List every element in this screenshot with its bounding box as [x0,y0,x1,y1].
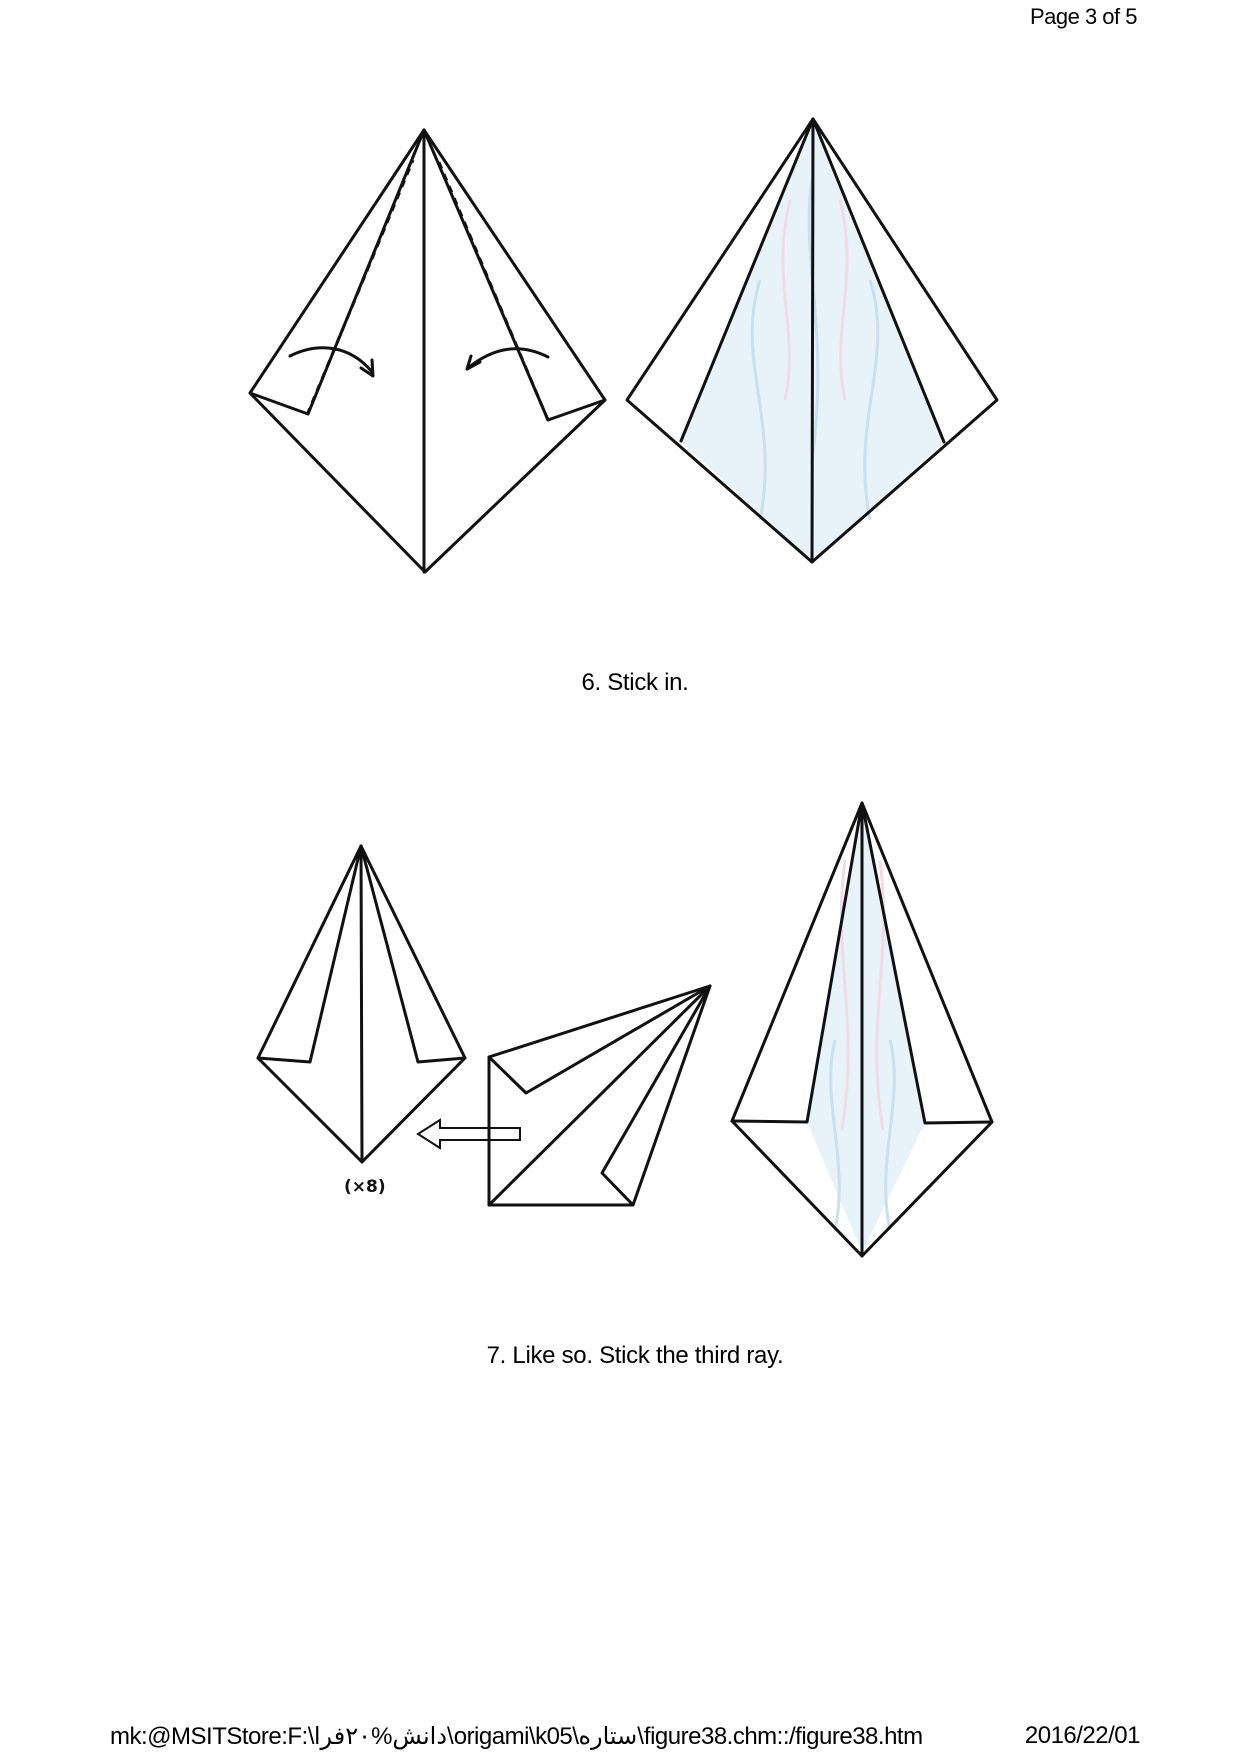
step-7-caption: 7. Like so. Stick the third ray. [486,1342,784,1369]
step-7-rotated-ray [489,986,710,1205]
source-path: mk:@MSITStore:F:\دانش%٢٠فرا\origami\k05\ستاره\figure38.chm::/figure38.htm [110,1723,923,1750]
step-7-right-ray [732,803,992,1256]
step-6-caption: 6. Stick in. [581,669,689,696]
step-7-arrow [418,1120,520,1148]
repeat-label: (×8) [344,1177,386,1197]
print-date: 2016/22/01 [1024,1722,1140,1749]
step-6-left-diagram [250,130,605,572]
page-number: Page 3 of 5 [1029,4,1137,29]
step-7-figure [0,800,1240,1280]
step-6-right-diagram [627,119,997,562]
step-6-figure [0,0,1240,600]
